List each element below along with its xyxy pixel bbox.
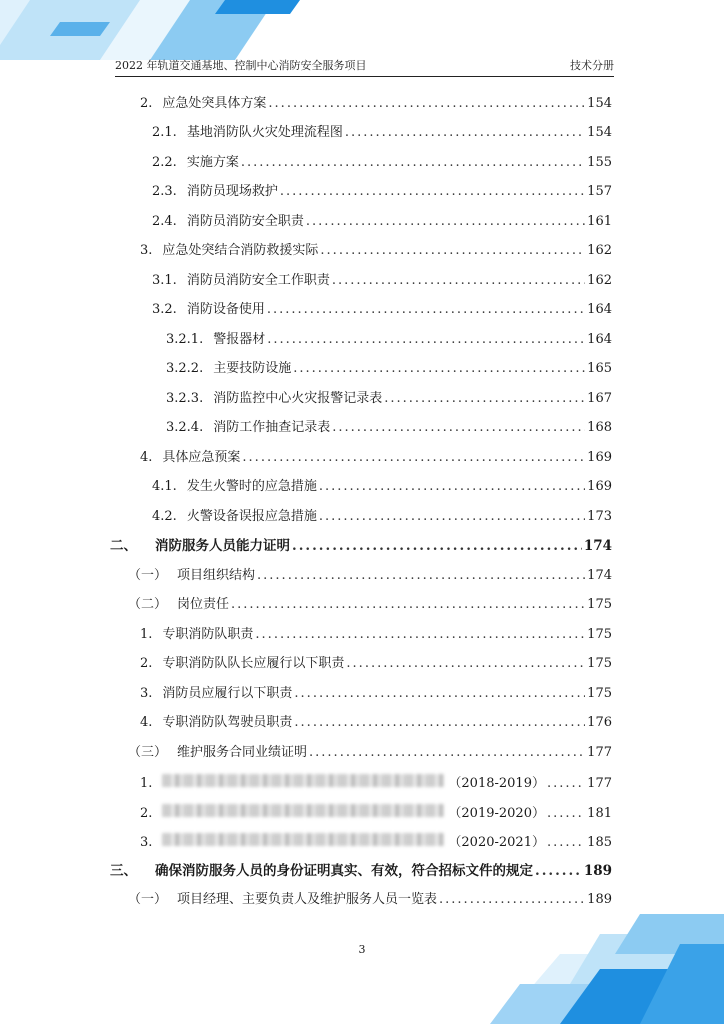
toc-leader-dots — [319, 509, 585, 525]
toc-entry-number: 2. — [140, 96, 153, 111]
toc-entry[interactable] — [152, 273, 612, 289]
toc-entry-number: 1. — [140, 776, 153, 791]
redacted-text — [162, 804, 444, 817]
toc-entry-number: 三、 — [110, 863, 137, 879]
toc-entry-title: 具体应急预案 — [162, 450, 241, 465]
toc-entry-page: 175 — [587, 627, 612, 642]
toc-entry[interactable] — [140, 833, 612, 849]
toc-entry-title: 消防设备使用 — [186, 302, 265, 317]
toc-entry-number: 1. — [140, 627, 153, 642]
toc-entry-title: （2018-2019） — [448, 776, 545, 791]
toc-leader-dots — [292, 538, 582, 554]
toc-leader-dots — [535, 863, 582, 879]
header-project-title: 2022 年轨道交通基地、控制中心消防安全服务项目 — [115, 59, 367, 72]
toc-entry-title: 维护服务合同业绩证明 — [177, 745, 308, 760]
toc-entry-number: 3.2.3. — [166, 391, 204, 406]
toc-leader-dots — [294, 686, 585, 702]
toc-leader-dots — [241, 155, 585, 171]
toc-leader-dots — [332, 420, 585, 436]
toc-entry[interactable] — [128, 568, 612, 584]
footer-decoration — [0, 914, 724, 1024]
toc-entry-title: 应急处突具体方案 — [162, 96, 267, 111]
toc-leader-dots — [319, 479, 585, 495]
toc-entry-title: 消防监控中心火灾报警记录表 — [213, 391, 383, 406]
toc-entry-number: 2.1. — [152, 125, 177, 140]
toc-entry-page: 185 — [587, 835, 612, 850]
toc-entry-title: 发生火警时的应急措施 — [186, 479, 317, 494]
toc-entry-number: 3.2.1. — [166, 332, 204, 347]
toc-entry[interactable] — [152, 302, 612, 318]
toc-leader-dots — [345, 125, 585, 141]
toc-entry[interactable] — [140, 774, 612, 790]
toc-entry-title: 火警设备误报应急措施 — [186, 509, 317, 524]
toc-leader-dots — [255, 627, 585, 643]
toc-leader-dots — [346, 656, 585, 672]
toc-entry-page: 155 — [587, 155, 612, 170]
toc-entry-page: 175 — [587, 686, 612, 701]
redacted-text — [162, 833, 444, 846]
toc-leader-dots — [306, 214, 585, 230]
toc-entry-page: 181 — [587, 806, 612, 821]
toc-entry-title: 岗位责任 — [177, 597, 230, 612]
toc-entry-page: 175 — [587, 656, 612, 671]
toc-entry[interactable] — [152, 155, 612, 171]
toc-entry[interactable] — [152, 479, 612, 495]
toc-entry[interactable] — [152, 214, 612, 230]
toc-entry-page: 154 — [587, 96, 612, 111]
toc-entry-number: 3. — [140, 835, 153, 850]
toc-entry-number: （一） — [128, 892, 168, 907]
toc-entry-number: 4.2. — [152, 509, 177, 524]
toc-entry[interactable] — [166, 420, 612, 436]
toc-entry[interactable] — [166, 332, 612, 348]
toc-entry[interactable] — [140, 450, 612, 466]
toc-entry-title: 专职消防队驾驶员职责 — [162, 715, 293, 730]
toc-entry[interactable] — [166, 361, 612, 377]
toc-leader-dots — [332, 273, 585, 289]
toc-entry[interactable] — [140, 686, 612, 702]
toc-entry[interactable] — [128, 597, 612, 613]
toc-leader-dots — [242, 450, 585, 466]
toc-leader-dots — [547, 835, 585, 851]
toc-entry-title: 项目组织结构 — [177, 568, 256, 583]
toc-entry-number: 2. — [140, 806, 153, 821]
toc-entry-title: 基地消防队火灾处理流程图 — [186, 125, 343, 140]
toc-entry-title: （2019-2020） — [448, 806, 545, 821]
toc-leader-dots — [268, 96, 585, 112]
toc-entry-number: （三） — [128, 745, 168, 760]
toc-entry-title: 主要技防设施 — [213, 361, 292, 376]
toc-entry-number: 2.2. — [152, 155, 177, 170]
toc-leader-dots — [267, 302, 585, 318]
toc-entry-title: （2020-2021） — [448, 835, 545, 850]
toc-entry-number: 4. — [140, 715, 153, 730]
toc-entry-title: 消防员消防安全工作职责 — [186, 273, 330, 288]
toc-entry-title: 专职消防队职责 — [162, 627, 254, 642]
toc-entry-number: 3. — [140, 243, 153, 258]
toc-entry-number: （二） — [128, 597, 168, 612]
toc-entry[interactable] — [140, 243, 612, 259]
toc-entry-number: 2.3. — [152, 184, 177, 199]
toc-entry[interactable] — [128, 745, 612, 761]
toc-leader-dots — [293, 361, 585, 377]
toc-entry-page: 173 — [587, 509, 612, 524]
header-volume-label: 技术分册 — [570, 59, 614, 72]
toc-entry-title: 确保消防服务人员的身份证明真实、有效，符合招标文件的规定 — [155, 863, 533, 879]
toc-entry-number: 2. — [140, 656, 153, 671]
toc-entry-page: 177 — [587, 776, 612, 791]
toc-entry[interactable] — [140, 715, 612, 731]
page-number: 3 — [358, 943, 366, 956]
toc-entry-title: 消防服务人员能力证明 — [155, 538, 290, 554]
toc-leader-dots — [439, 892, 585, 908]
toc-entry-page: 162 — [587, 273, 612, 288]
toc-entry-title: 消防员现场救护 — [186, 184, 278, 199]
toc-entry-page: 161 — [587, 214, 612, 229]
toc-entry-number: 4.1. — [152, 479, 177, 494]
toc-entry[interactable] — [152, 509, 612, 525]
toc-entry-page: 189 — [587, 892, 612, 907]
toc-entry-title: 应急处突结合消防救援实际 — [162, 243, 319, 258]
toc-entry-number: 2.4. — [152, 214, 177, 229]
toc-leader-dots — [257, 568, 585, 584]
toc-entry-page: 167 — [587, 391, 612, 406]
toc-entry-number: 3. — [140, 686, 153, 701]
toc-entry-page: 175 — [587, 597, 612, 612]
toc-entry-page: 157 — [587, 184, 612, 199]
toc-entry[interactable] — [166, 391, 612, 407]
toc-entry-page: 169 — [587, 479, 612, 494]
toc-entry[interactable] — [152, 184, 612, 200]
toc-entry-number: 3.1. — [152, 273, 177, 288]
toc-leader-dots — [280, 184, 585, 200]
toc-entry-number: 二、 — [110, 538, 137, 554]
toc-entry-page: 164 — [587, 302, 612, 317]
toc-entry-page: 176 — [587, 715, 612, 730]
toc-entry-page: 169 — [587, 450, 612, 465]
toc-entry-title: 消防员消防安全职责 — [186, 214, 304, 229]
toc-entry-page: 189 — [583, 863, 612, 879]
redacted-text — [162, 774, 444, 787]
toc-leader-dots — [294, 715, 585, 731]
toc-leader-dots — [320, 243, 585, 259]
toc-entry-page: 177 — [587, 745, 612, 760]
toc-entry-page: 165 — [587, 361, 612, 376]
toc-entry[interactable] — [140, 656, 612, 672]
toc-entry-page: 174 — [587, 568, 612, 583]
toc-entry-page: 162 — [587, 243, 612, 258]
toc-entry[interactable] — [140, 96, 612, 112]
toc-entry-page: 154 — [587, 125, 612, 140]
toc-leader-dots — [384, 391, 585, 407]
toc-entry[interactable] — [128, 892, 612, 908]
toc-entry-title: 消防员应履行以下职责 — [162, 686, 293, 701]
toc-entry-page: 164 — [587, 332, 612, 347]
toc-leader-dots — [547, 806, 585, 822]
toc-entry[interactable] — [152, 125, 612, 141]
toc-entry-title: 消防工作抽查记录表 — [213, 420, 331, 435]
toc-entry-title: 警报器材 — [213, 332, 266, 347]
page-header — [115, 51, 614, 77]
toc-leader-dots — [267, 332, 585, 348]
toc-entry-title: 项目经理、主要负责人及维护服务人员一览表 — [177, 892, 438, 907]
toc-entry-page: 168 — [587, 420, 612, 435]
toc-entry[interactable] — [110, 538, 612, 554]
toc-entry-number: （一） — [128, 568, 168, 583]
toc-leader-dots — [547, 776, 585, 792]
toc-entry-title: 实施方案 — [186, 155, 239, 170]
toc-entry-number: 4. — [140, 450, 153, 465]
toc-entry[interactable] — [140, 804, 612, 820]
toc-leader-dots — [231, 597, 585, 613]
toc-entry-number: 3.2.2. — [166, 361, 204, 376]
toc-entry-number: 3.2. — [152, 302, 177, 317]
toc-leader-dots — [309, 745, 585, 761]
toc-entry-number: 3.2.4. — [166, 420, 204, 435]
toc-entry[interactable] — [110, 863, 612, 879]
toc-entry[interactable] — [140, 627, 612, 643]
toc-entry-page: 174 — [583, 538, 612, 554]
toc-entry-title: 专职消防队队长应履行以下职责 — [162, 656, 345, 671]
